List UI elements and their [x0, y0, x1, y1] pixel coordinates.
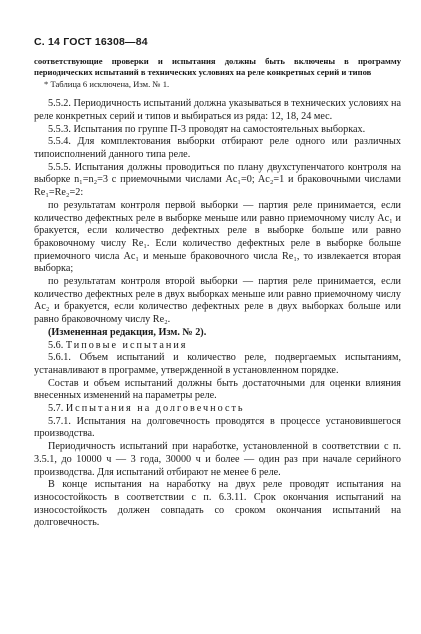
- paragraph-first-sample: по результатам контроля первой выборки — партия реле принимается, если количество дефектных реле в выборке меньше или равно приемочному числу Ac₁ и бракуется, если количество дефектных реле в выборке больше или равно браковочному числу Re₁. Если количество дефектных реле в выборке больше приемочного числа Ac₁ и меньше браковочного числа Re₁, то извлекается вторая выборка;: [34, 199, 401, 275]
- paragraph-5-7-1: 5.7.1. Испытания на долговечность проводятся в процессе установившегося производства.: [34, 415, 401, 440]
- section-5-7-title: Испытания на долговечность: [65, 403, 245, 415]
- paragraph-second-sample: по результатам контроля второй выборки — партия реле принимается, если количество дефектных реле в двух выборках меньше или равно приемочному числу Ac₂ и бракуется, если количество дефектных реле в двух выборках больше или равно браковочному числу Re₂.: [34, 276, 401, 326]
- paragraph-5-7-wear: В конце испытания на наработку на двух реле проводят испытания на износостойкость в соответствии с п. 6.3.11. Срок окончания испытаний на износостойкость должен совпадать со сроком окончания испытаний на долговечность.: [34, 479, 401, 529]
- paragraph-5-5-3: 5.5.3. Испытания по группе П-3 проводят на самостоятельных выборках.: [48, 123, 366, 135]
- paragraph-5-7-periodicity: Периодичность испытаний при наработке, установленной в соответствии с п. 3.5.1, до 10000 ч — 3 года, 30000 ч и более — один раз при начале серийного производства. Для испытаний отбирают не менее 6 реле.: [34, 441, 401, 478]
- page-header: С. 14 ГОСТ 16308—84: [34, 36, 148, 48]
- section-5-6-number: 5.6.: [48, 339, 64, 351]
- intro-text: соответствующие проверки и испытания должны быть включены в программу периодических испытаний в технических условиях на реле конкретных серий и типов: [34, 56, 401, 77]
- section-5-6-title: Типовые испытания: [65, 339, 188, 351]
- paragraph-5-6-1: 5.6.1. Объем испытаний и количество реле, подвергаемых испытаниям, устанавливают в программе, утвержденной в установленном порядке.: [34, 352, 401, 376]
- paragraph-5-5-2: 5.5.2. Периодичность испытаний должна указываться в технических условиях на реле конкретных серий и типов и выбираться из ряда: 12, 18, 24 мес.: [34, 98, 401, 122]
- paragraph-5-6-scope: Состав и объем испытаний должны быть достаточными для оценки влияния внесенных изменений на параметры реле.: [34, 377, 401, 402]
- footnote: * Таблица 6 исключена, Изм. № 1.: [44, 79, 170, 90]
- section-5-7-heading: [34, 403, 401, 416]
- revision-note: (Измененная редакция, Изм. № 2).: [48, 326, 207, 338]
- section-5-6-heading: [34, 340, 401, 353]
- paragraph-5-5-4: 5.5.4. Для комплектования выборки отбирают реле одного или различных типоисполнений данного типа реле.: [34, 136, 401, 160]
- paragraph-5-5-5: 5.5.5. Испытания должны проводиться по плану двухступенчатого контроля на выборке n₁=n₂=3 с приемочными числами Ac₁=0; Ac₂=1 и браковочными числами Re₁=Re₂=2:: [34, 161, 401, 199]
- section-5-7-number: 5.7.: [48, 403, 64, 415]
